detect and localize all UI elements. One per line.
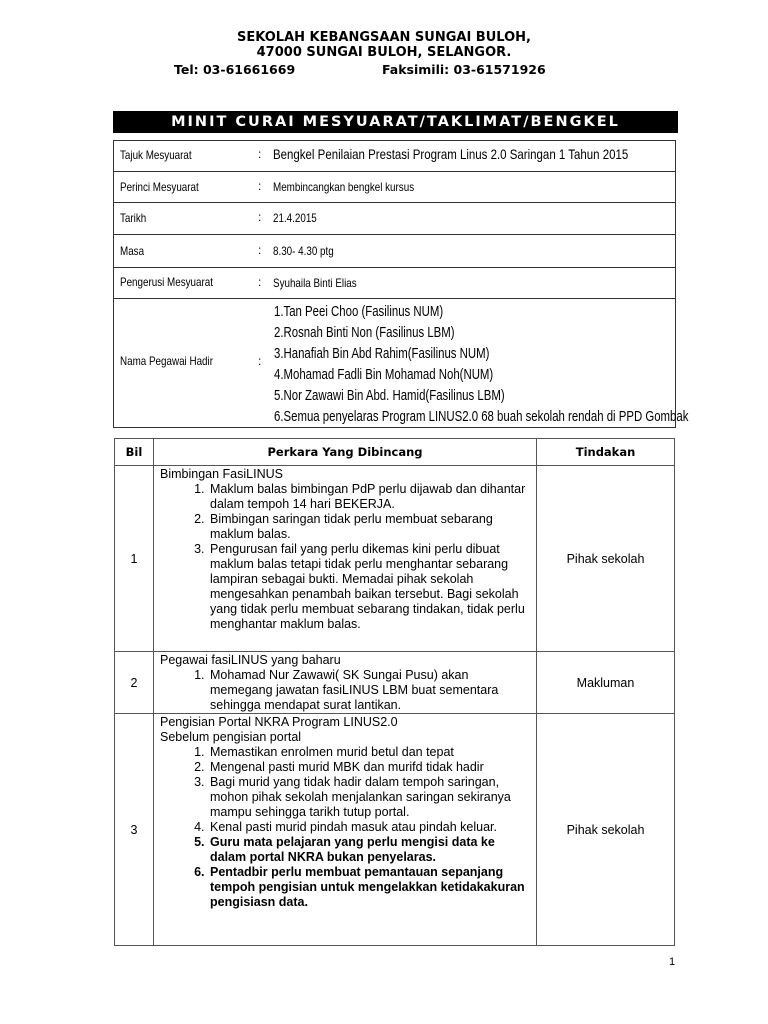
row-item-list bbox=[160, 745, 532, 910]
row-item-list bbox=[160, 482, 532, 632]
column-header-tindakan: Tindakan bbox=[537, 439, 675, 466]
info-row-tajuk bbox=[114, 141, 675, 172]
attendee-item: 1.Tan Peei Choo (Fasilinus NUM) bbox=[274, 303, 444, 320]
school-name: SEKOLAH KEBANGSAAN SUNGAI BULOH, bbox=[237, 30, 531, 45]
row-subtitle: Sebelum pengisian portal bbox=[160, 730, 302, 744]
info-label: Tajuk Mesyuarat bbox=[120, 148, 192, 162]
info-value: 21.4.2015 bbox=[273, 211, 317, 225]
row-title: Bimbingan FasiLINUS bbox=[160, 467, 283, 481]
attendee-item: 3.Hanafiah Bin Abd Rahim(Fasilinus NUM) bbox=[274, 345, 490, 362]
page-number: 1 bbox=[669, 956, 676, 968]
info-label: Nama Pegawai Hadir bbox=[120, 354, 213, 368]
list-item: 2. Mengenal pasti murid MBK dan murifd tidak hadir bbox=[208, 760, 532, 775]
list-item: 3. Pengurusan fail yang perlu dikemas kini perlu dibuat maklum balas tetapi tidak perlu menghantar sebarang lampiran sebagai bukti. Memadai pihak sekolah mengesahkan penambah baikan tersebut. Bagi sekolah yang tidak perlu membuat sebarang tindakan, tidak perlu menghantar maklum balas. bbox=[208, 542, 532, 632]
table-row bbox=[115, 466, 675, 652]
row-number: 1 bbox=[115, 466, 154, 652]
info-label: Masa bbox=[120, 244, 145, 258]
list-item: 6. Pentadbir perlu membuat pemantauan sepanjang tempoh pengisian untuk mengelakkan ketidakakuran pengisiasn data. bbox=[208, 865, 532, 910]
attendee-item: 2.Rosnah Binti Non (Fasilinus LBM) bbox=[274, 324, 455, 341]
info-label: Pengerusi Mesyuarat bbox=[120, 275, 213, 289]
info-label: Tarikh bbox=[120, 211, 147, 225]
info-colon: : bbox=[258, 147, 262, 161]
row-action: Makluman bbox=[537, 652, 675, 714]
table-row bbox=[115, 652, 675, 714]
list-item: 5. Guru mata pelajaran yang perlu mengisi data ke dalam portal NKRA bukan penyelaras. bbox=[208, 835, 532, 865]
attendee-item: 5.Nor Zawawi Bin Abd. Hamid(Fasilinus LBM) bbox=[274, 387, 505, 404]
row-number: 2 bbox=[115, 652, 154, 714]
row-item-list bbox=[160, 668, 532, 713]
attendee-item: 4.Mohamad Fadli Bin Mohamad Noh(NUM) bbox=[274, 366, 494, 383]
info-row-tarikh bbox=[114, 203, 675, 235]
info-colon: : bbox=[258, 275, 262, 289]
info-colon: : bbox=[258, 354, 262, 368]
row-title: Pengisian Portal NKRA Program LINUS2.0 bbox=[160, 715, 398, 729]
info-row-perinci bbox=[114, 172, 675, 203]
row-discussion bbox=[154, 466, 537, 652]
attendee-list bbox=[274, 301, 768, 427]
table-header-row bbox=[115, 439, 675, 466]
info-colon: : bbox=[258, 210, 262, 224]
row-action: Pihak sekolah bbox=[537, 714, 675, 946]
info-row-masa bbox=[114, 235, 675, 268]
info-value: 8.30- 4.30 ptg bbox=[273, 244, 334, 258]
info-value: Syuhaila Binti Elias bbox=[273, 276, 357, 290]
list-item: 1. Maklum balas bimbingan PdP perlu dijawab dan dihantar dalam tempoh 14 hari BEKERJA. bbox=[208, 482, 532, 512]
attendee-item: 6.Semua penyelaras Program LINUS2.0 68 buah sekolah rendah di PPD Gombak bbox=[274, 408, 689, 425]
list-item: 2. Bimbingan saringan tidak perlu membuat sebarang maklum balas. bbox=[208, 512, 532, 542]
row-title: Pegawai fasiLINUS yang baharu bbox=[160, 653, 341, 667]
info-row-pengerusi bbox=[114, 268, 675, 299]
column-header-perkara: Perkara Yang Dibincang bbox=[154, 439, 537, 466]
row-discussion bbox=[154, 652, 537, 714]
table-row bbox=[115, 714, 675, 946]
row-action: Pihak sekolah bbox=[537, 466, 675, 652]
minutes-banner: MINIT CURAI MESYUARAT/TAKLIMAT/BENGKEL bbox=[113, 111, 678, 133]
info-value: Membincangkan bengkel kursus bbox=[273, 180, 415, 194]
column-header-bil: Bil bbox=[115, 439, 154, 466]
fax: Faksimili: 03-61571926 bbox=[382, 62, 546, 77]
list-item: 4. Kenal pasti murid pindah masuk atau pindah keluar. bbox=[208, 820, 532, 835]
minutes-table bbox=[114, 438, 675, 946]
list-item: 3. Bagi murid yang tidak hadir dalam tempoh saringan, mohon pihak sekolah menjalankan saringan sekiranya mampu sehingga tarikh tutup portal. bbox=[208, 775, 532, 820]
row-discussion bbox=[154, 714, 537, 946]
info-row-hadir bbox=[114, 299, 689, 427]
info-value: Bengkel Penilaian Prestasi Program Linus 2.0 Saringan 1 Tahun 2015 bbox=[273, 146, 629, 162]
info-label: Perinci Mesyuarat bbox=[120, 180, 199, 194]
telephone: Tel: 03-61661669 bbox=[174, 62, 296, 77]
list-item: 1. Mohamad Nur Zawawi( SK Sungai Pusu) akan memegang jawatan fasiLINUS LBM buat sementara sehingga mendapat surat lantikan. bbox=[208, 668, 532, 713]
school-address: 47000 SUNGAI BULOH, SELANGOR. bbox=[256, 45, 512, 60]
meeting-info-table bbox=[113, 140, 689, 428]
info-colon: : bbox=[258, 179, 262, 193]
list-item: 1. Memastikan enrolmen murid betul dan tepat bbox=[208, 745, 532, 760]
info-colon: : bbox=[258, 243, 262, 257]
row-number: 3 bbox=[115, 714, 154, 946]
